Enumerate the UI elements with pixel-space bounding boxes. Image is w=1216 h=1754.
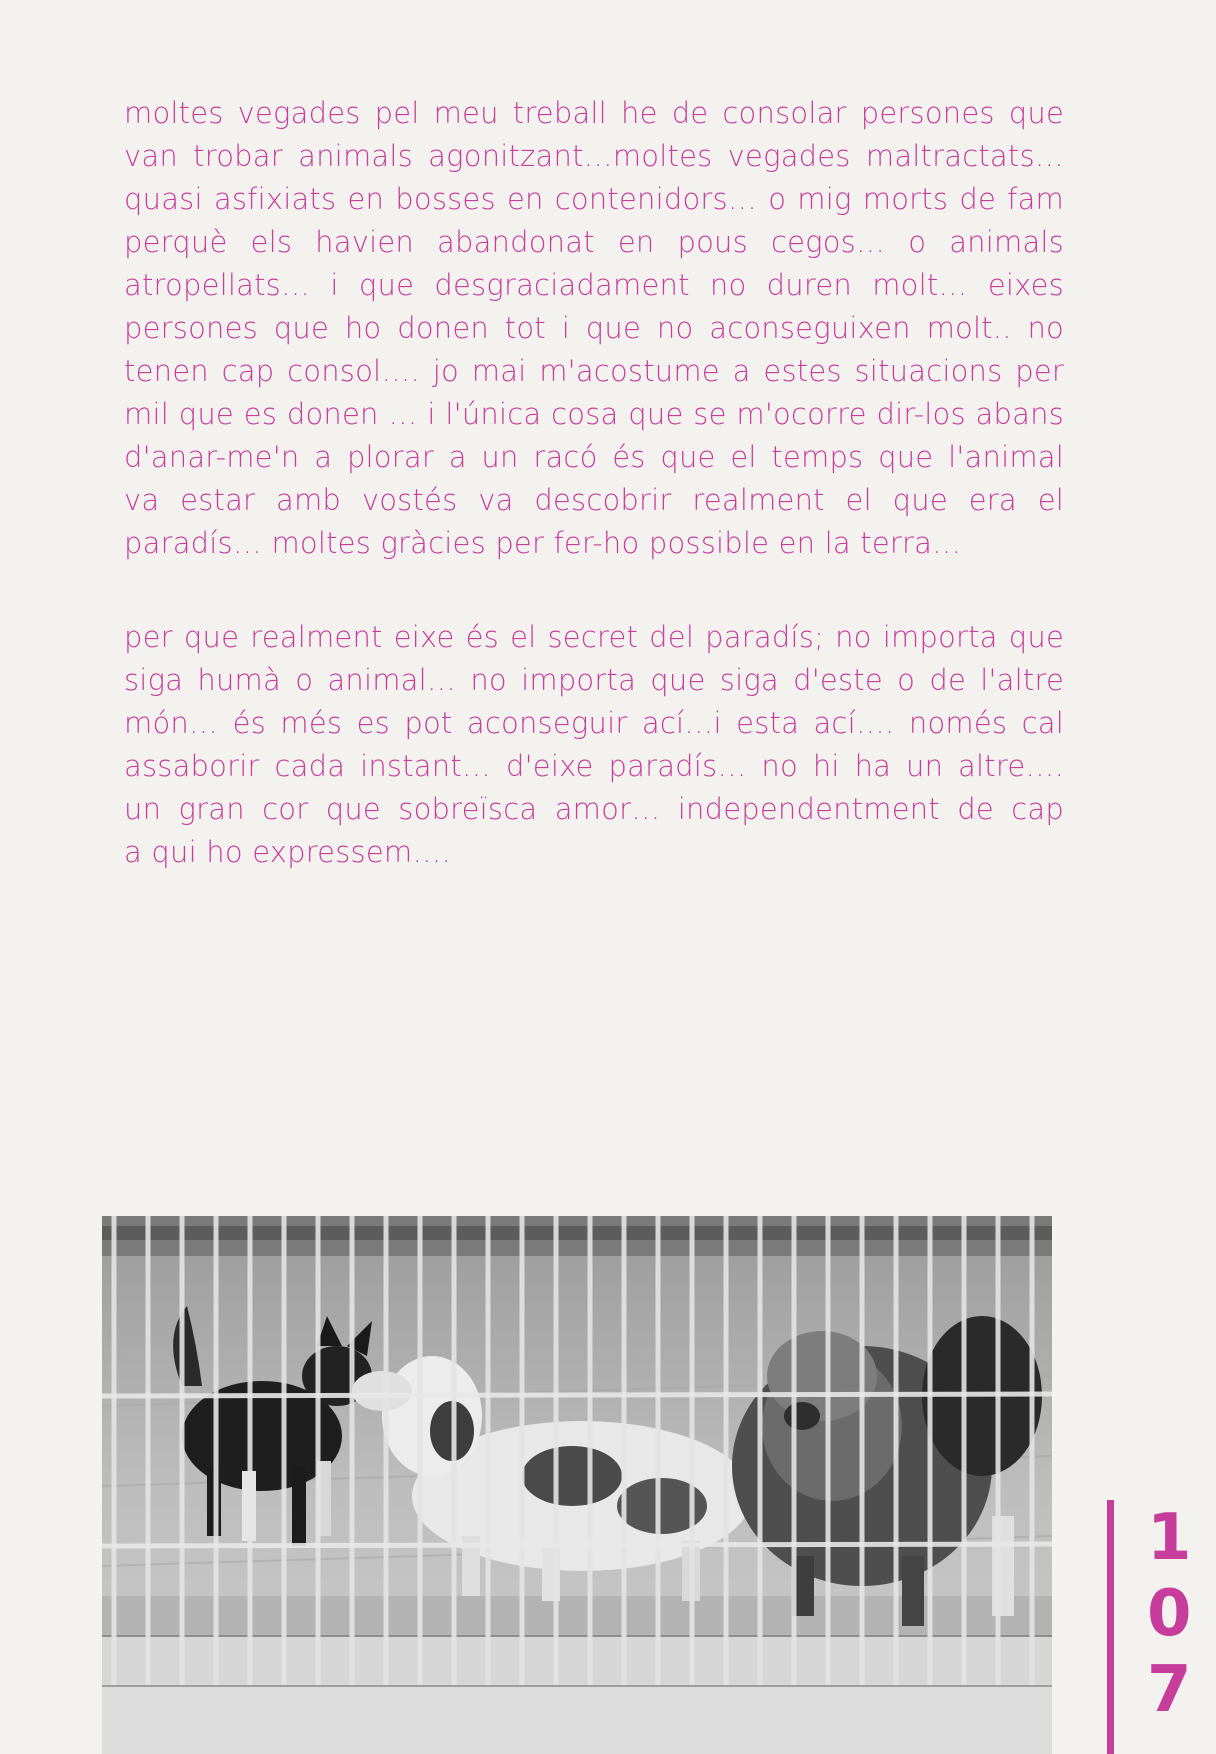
- text-line: perquè els havien abandonat en pous cegos… o animals: [124, 225, 1064, 259]
- page-number-digits: [1147, 1500, 1192, 1728]
- text-line: assaborir cada instant… d'eixe paradís… no hi ha un altre….: [124, 749, 1064, 783]
- text-line: món… és més es pot aconseguir ací…i esta ací…. només cal: [124, 706, 1064, 740]
- text-line: paradís… moltes gràcies per fer-ho possible en la terra…: [124, 526, 962, 560]
- dogs-behind-fence-photo: [102, 1216, 1052, 1754]
- text-line: tenen cap consol…. jo mai m'acostume a estes situacions per: [124, 354, 1064, 388]
- text-line: quasi asfixiats en bosses en contenidors… o mig morts de fam: [124, 182, 1064, 216]
- paragraph-1: [124, 92, 1064, 565]
- text-line: persones que ho donen tot i que no aconseguixen molt.. no: [124, 311, 1064, 345]
- text-line: moltes vegades pel meu treball he de consolar persones que: [124, 96, 1064, 130]
- text-line: atropellats… i que desgraciadament no duren molt… eixes: [124, 268, 1064, 302]
- page-digit: 7: [1147, 1653, 1192, 1727]
- text-line: van trobar animals agonitzant…moltes vegades maltractats…: [124, 139, 1064, 173]
- page-digit: 0: [1147, 1577, 1192, 1651]
- text-line: un gran cor que sobreïsca amor… independentment de cap: [124, 792, 1064, 826]
- paragraph-2: [124, 616, 1064, 874]
- page-digit: 1: [1147, 1501, 1192, 1575]
- page-number-bar: [1107, 1500, 1114, 1754]
- text-line: mil que es donen … i l'única cosa que se m'ocorre dir-los abans: [124, 397, 1064, 431]
- page-number: [1107, 1500, 1216, 1754]
- text-line: va estar amb vostés va descobrir realment el que era el: [124, 483, 1064, 517]
- text-line: d'anar-me'n a plorar a un racó és que el temps que l'animal: [124, 440, 1064, 474]
- text-line: siga humà o animal… no importa que siga d'este o de l'altre: [124, 663, 1064, 697]
- text-line: per que realment eixe és el secret del paradís; no importa que: [124, 620, 1064, 654]
- text-line: a qui ho expressem….: [124, 835, 451, 869]
